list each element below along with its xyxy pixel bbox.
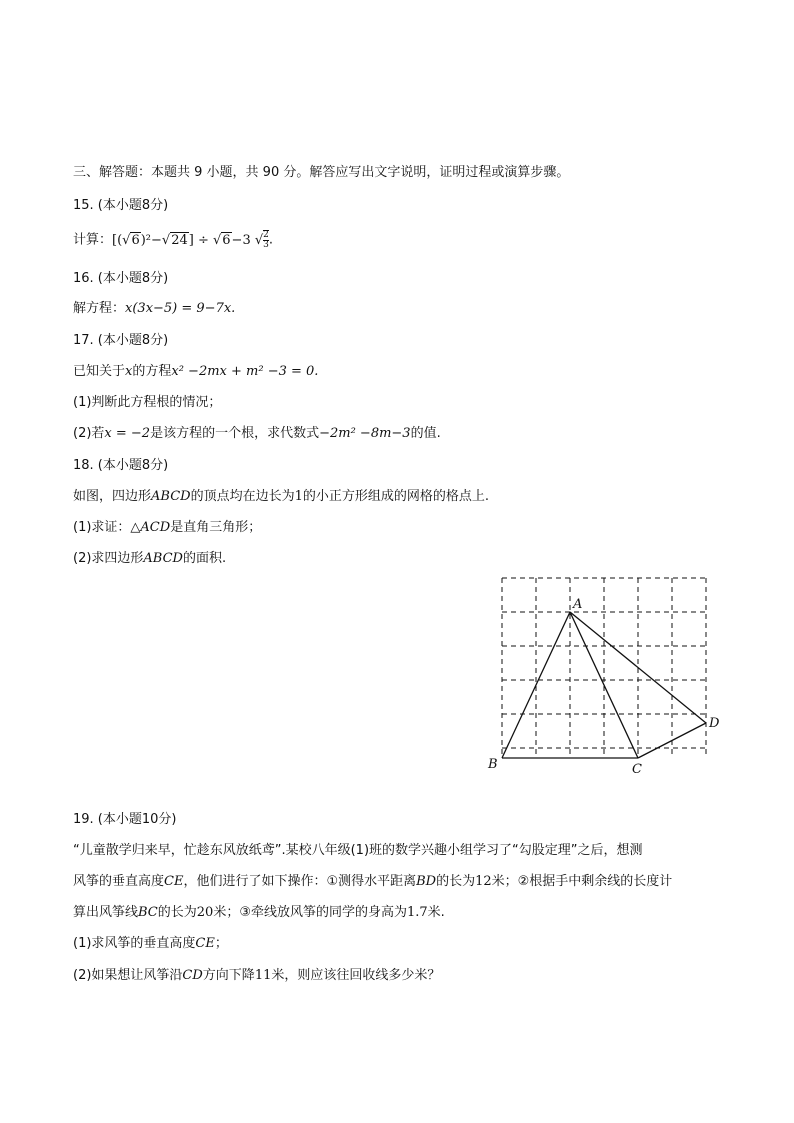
q19-line3-17: 1.7: [406, 905, 428, 920]
q17-part2: [73, 425, 441, 443]
q18-stem-one: 1: [294, 489, 303, 504]
q18-stem-a: 如图，四边形: [73, 489, 152, 504]
q18-stem: [73, 488, 489, 506]
q18-part1: [73, 519, 261, 537]
q19-line2-12: 12: [475, 874, 492, 889]
q18-header: 18. (本小题8分): [73, 458, 169, 473]
q19-line2-bd: BD: [416, 874, 437, 889]
q18-grid-figure: [480, 570, 730, 780]
q15-expression: [(√6)²−√24] ÷ √6−3 √ $\frac{2}{3}$: [112, 230, 269, 250]
q17-stem-b: 的方程: [132, 364, 172, 379]
q19-line3: [73, 904, 445, 922]
q19-line3-d: 米.: [427, 905, 445, 920]
q19-line3-c: 米；③牵线放风筝的同学的身高为: [213, 905, 407, 920]
q19-line2-a: 风筝的垂直高度: [73, 874, 165, 889]
q18-part2-abcd: ABCD: [143, 551, 183, 566]
q17-stem-a: 已知关于: [73, 364, 126, 379]
q15-body: [73, 230, 273, 250]
label-b: B: [488, 757, 498, 772]
section-heading: 三、解答题：本题共 9 小题，共 90 分。解答应写出文字说明，证明过程或演算步骤。: [73, 165, 570, 180]
label-d: D: [709, 716, 720, 731]
q19-line3-a: 算出风筝线: [73, 905, 139, 920]
q18-part1-b: 是直角三角形；: [170, 520, 262, 535]
q19-part1-a: (1)求风筝的垂直高度: [73, 936, 196, 951]
q18-part2-a: (2)求四边形: [73, 551, 144, 566]
q16-equation: x(3x−5) = 9−7x.: [125, 301, 236, 316]
q18-part2: [73, 550, 226, 568]
q19-part2-11: 11: [254, 968, 272, 983]
q17-part2-c: 的值.: [410, 426, 441, 441]
q15-tail: .: [268, 232, 274, 248]
q17-stem: [73, 363, 318, 381]
q18-part1-a: (1)求证：: [73, 520, 131, 535]
q19-line2: [73, 873, 672, 891]
q17-header: 17. (本小题8分): [73, 333, 169, 348]
q18-stem-abcd: ABCD: [151, 489, 191, 504]
label-a: A: [573, 597, 583, 612]
q19-part2: [73, 967, 440, 985]
q19-line3-b: 的长为: [157, 905, 197, 920]
q19-line3-bc: BC: [138, 905, 158, 920]
q17-part1: (1)判断此方程根的情况；: [73, 395, 222, 410]
q19-part1: [73, 935, 228, 953]
q19-part1-ce: CE: [195, 936, 215, 951]
q19-part2-a: (2)如果想让风筝沿: [73, 968, 183, 983]
label-c: C: [632, 762, 642, 777]
grid: [502, 578, 706, 758]
q19-part2-b: 方向下降: [202, 968, 255, 983]
q17-part2-expr: −2m² −8m−3: [319, 426, 411, 441]
q18-stem-b: 的顶点均在边长为: [190, 489, 295, 504]
q19-header: 19. (本小题10分): [73, 812, 177, 827]
q17-stem-var: x: [125, 364, 133, 379]
q17-part2-b: 是该方程的一个根，求代数式: [150, 426, 320, 441]
q19-part2-c: 米，则应该往回收线多少米？: [271, 968, 441, 983]
q18-part2-b: 的面积.: [182, 551, 227, 566]
q16-prefix: 解方程：: [73, 301, 126, 316]
q15-prefix: 计算：: [73, 232, 113, 248]
q19-line2-b: ，他们进行了如下操作：①测得水平距离: [183, 874, 417, 889]
q19-line2-ce: CE: [164, 874, 184, 889]
q15-header: 15. (本小题8分): [73, 198, 169, 213]
q16-body: [73, 300, 235, 318]
q19-line1: “儿童散学归来早，忙趁东风放纸鸢”.某校八年级(1)班的数学兴趣小组学习了“勾股定理”之后，想测: [73, 843, 643, 858]
q17-equation: x² −2mx + m² −3 = 0.: [171, 364, 319, 379]
q19-line3-20: 20: [196, 905, 214, 920]
q18-stem-c: 的小正方形组成的网格的格点上.: [302, 489, 490, 504]
q16-header: 16. (本小题8分): [73, 271, 169, 286]
q19-part2-cd: CD: [182, 968, 203, 983]
q18-part1-tri: △ACD: [130, 520, 171, 535]
q19-line2-d: 米；②根据手中剩余线的长度计: [491, 874, 673, 889]
q17-part2-a: (2)若: [73, 426, 105, 441]
q19-part1-b: ；: [214, 936, 228, 951]
q19-line2-c: 的长为: [436, 874, 476, 889]
q17-part2-eq: x = −2: [104, 426, 151, 441]
